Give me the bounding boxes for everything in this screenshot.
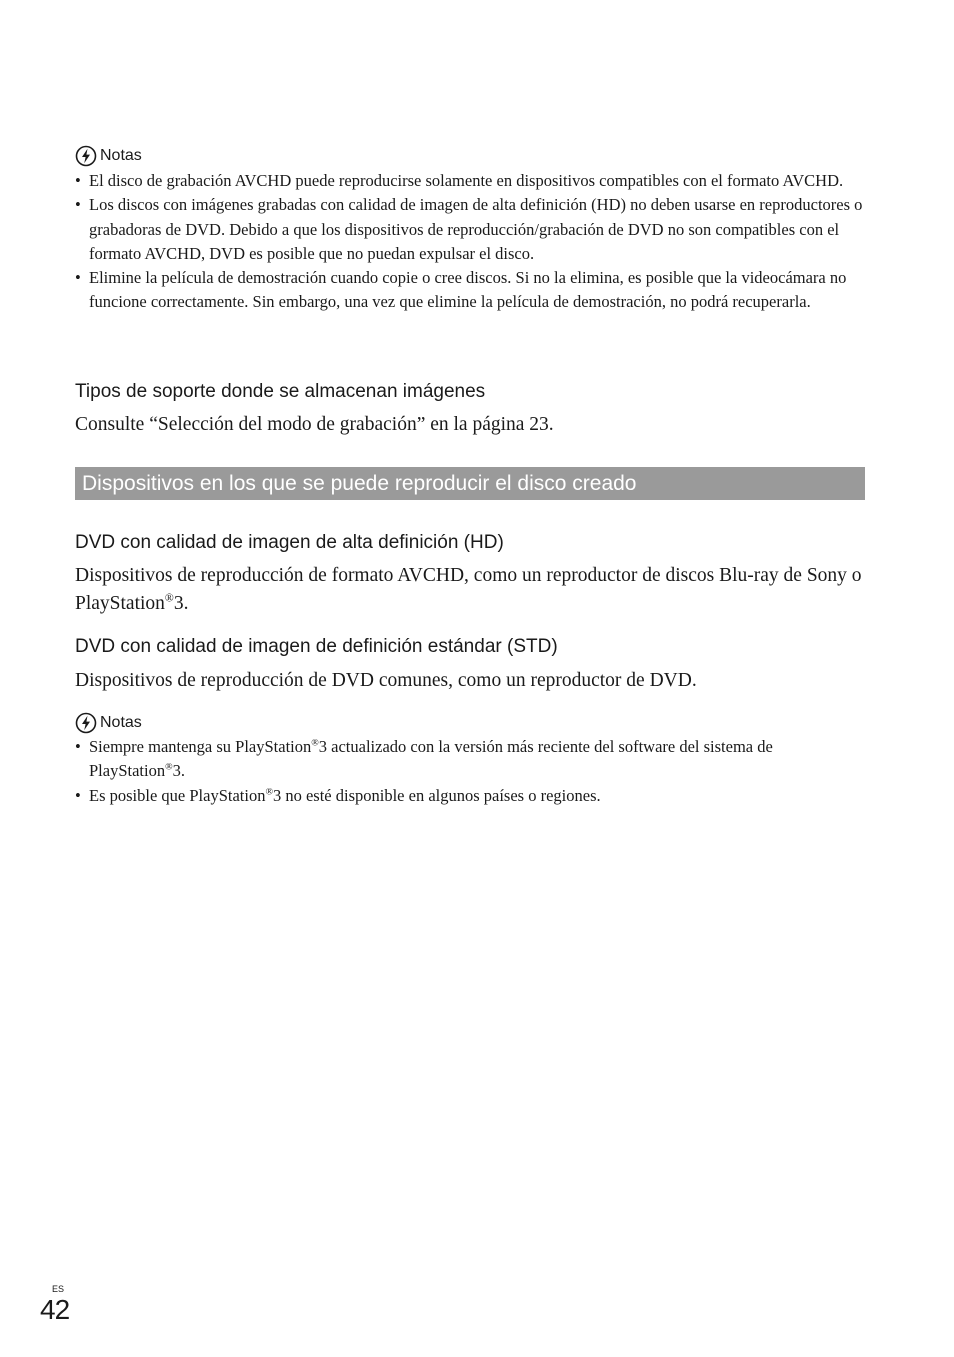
media-types-heading: Tipos de soporte donde se almacenan imágenes: [75, 381, 486, 402]
caution-icon: [75, 145, 97, 167]
list-item-text: Es posible que PlayStation: [89, 785, 266, 805]
caution-icon: [75, 712, 97, 734]
list-item-text: 3 no esté disponible en algunos países o regiones.: [272, 785, 601, 805]
notes-list: [75, 735, 865, 808]
hd-text: [75, 562, 870, 618]
section-title: Dispositivos en los que se puede reproducir el disco creado: [75, 467, 865, 500]
hd-text-end: 3.: [173, 593, 189, 614]
notes-list: [75, 169, 865, 315]
registered-mark: ®: [164, 591, 174, 605]
media-types-text: Consulte “Selección del modo de grabación” en la página 23.: [75, 414, 554, 435]
registered-mark: ®: [165, 761, 173, 773]
list-item-text: Siempre mantenga su PlayStation: [89, 737, 312, 756]
registered-mark: ®: [311, 737, 319, 749]
std-heading: DVD con calidad de imagen de definición estándar (STD): [75, 636, 558, 657]
list-item-text: 3.: [172, 761, 185, 781]
language-code: ES: [52, 1284, 65, 1294]
notes-heading: [75, 712, 142, 734]
notes-heading: [75, 145, 142, 167]
list-item: • El disco de grabación AVCHD puede reproducirse solamente en dispositivos compatibles con el formato AVCHD.: [75, 169, 865, 193]
notes-heading-label: Notas: [100, 147, 142, 164]
std-text: Dispositivos de reproducción de DVD comunes, como un reproductor de DVD.: [75, 670, 697, 691]
notes-heading-label: Notas: [100, 714, 142, 731]
registered-mark: ®: [265, 786, 273, 798]
list-item-text: 3 actualizado con la versión más reciente del software del sistema de PlayStation: [89, 737, 773, 781]
list-item: [75, 784, 865, 808]
list-item: • Los discos con imágenes grabadas con calidad de imagen de alta definición (HD) no deben usarse en reproductores o grabadoras de DVD. Debido a que los dispositivos de reproducción/grabación de DVD no son compatibles con el formato AVCHD, DVD es posible que no puedan expulsar el disco.: [75, 193, 865, 266]
page-number: 42: [40, 1294, 70, 1325]
list-item: • Elimine la película de demostración cuando copie o cree discos. Si no la elimina, es posible que la videocámara no funcione correctamente. Sin embargo, una vez que elimine la película de demostración, no podrá recuperarla.: [75, 266, 865, 315]
hd-heading: DVD con calidad de imagen de alta definición (HD): [75, 532, 504, 553]
list-item: [75, 735, 865, 784]
hd-text-main: Dispositivos de reproducción de formato AVCHD, como un reproductor de discos Blu-ray de Sony o PlayStation: [75, 565, 862, 614]
